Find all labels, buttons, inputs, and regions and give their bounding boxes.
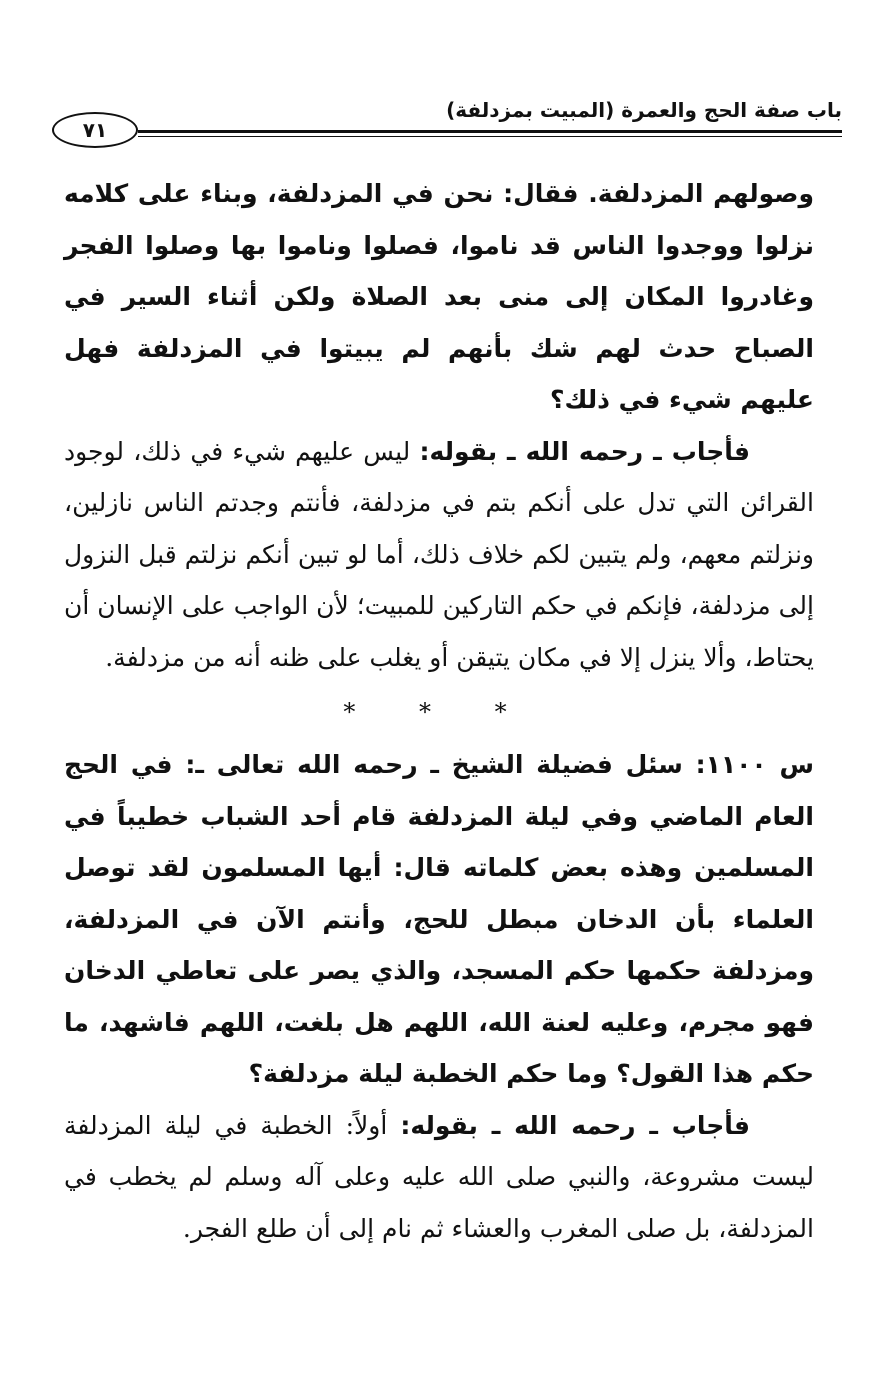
page-content xyxy=(64,168,814,1254)
header-rule-thin xyxy=(138,136,842,137)
answer-paragraph-2 xyxy=(64,1100,814,1255)
running-head xyxy=(30,98,842,148)
question-continuation: وصولهم المزدلفة. فقال: نحن في المزدلفة، وبناء على كلامه نزلوا ووجدوا الناس قد ناموا، فصلوا وناموا بها وصلوا الفجر وغادروا المكان إلى منى بعد الصلاة ولكن أثناء السير في الصباح حدث لهم شك بأنهم لم يبيتوا في المزدلفة فهل عليهم شيء في ذلك؟ xyxy=(64,179,814,414)
question-paragraph-2 xyxy=(64,739,814,1100)
answer-paragraph-1 xyxy=(64,426,814,684)
question-number: س ١١٠٠: xyxy=(695,750,815,779)
question-text-2: سئل فضيلة الشيخ ـ رحمه الله تعالى ـ: في الحج العام الماضي وفي ليلة المزدلفة قام أحد الشباب خطيباً في المسلمين وهذه بعض كلماته قال: أيها المسلمون لقد توصل العلماء بأن الدخان مبطل للحج، وأنتم الآن في المزدلفة، ومزدلفة حكمها حكم المسجد، والذي يصر على تعاطي الدخان فهو مجرم، وعليه لعنة الله، اللهم هل بلغت، اللهم فاشهد، ما حكم هذا القول؟ وما حكم الخطبة ليلة مزدلفة؟ xyxy=(64,750,814,1088)
chapter-title: باب صفة الحج والعمرة (المبيت بمزدلفة) xyxy=(446,98,842,122)
answer-text-1: ليس عليهم شيء في ذلك، لوجود القرائن التي تدل على أنكم بتم في مزدلفة، فأنتم وجدتم الناس نازلين، ونزلتم معهم، ولم يتبين لكم خلاف ذلك، أما لو تبين أنكم نزلتم قبل النزول إلى مزدلفة، فإنكم في حكم التاركين للمبيت؛ لأن الواجب على الإنسان أن يحتاط، وألا ينزل إلا في مكان يتيقن أو يغلب على ظنه أنه من مزدلفة. xyxy=(64,436,814,672)
page-number: ٧١ xyxy=(52,112,138,148)
answer-lead-1: فأجاب ـ رحمه الله ـ بقوله: xyxy=(419,436,750,466)
answer-lead-2: فأجاب ـ رحمه الله ـ بقوله: xyxy=(400,1110,750,1140)
answer-text-2: أولاً: الخطبة في ليلة المزدلفة ليست مشروعة، والنبي صلى الله عليه وعلى آله وسلم لم يخطب في المزدلفة، بل صلى المغرب والعشاء ثم نام إلى أن طلع الفجر. xyxy=(64,1110,814,1243)
section-separator: * * * xyxy=(343,698,535,726)
header-rule-thick xyxy=(138,130,842,133)
